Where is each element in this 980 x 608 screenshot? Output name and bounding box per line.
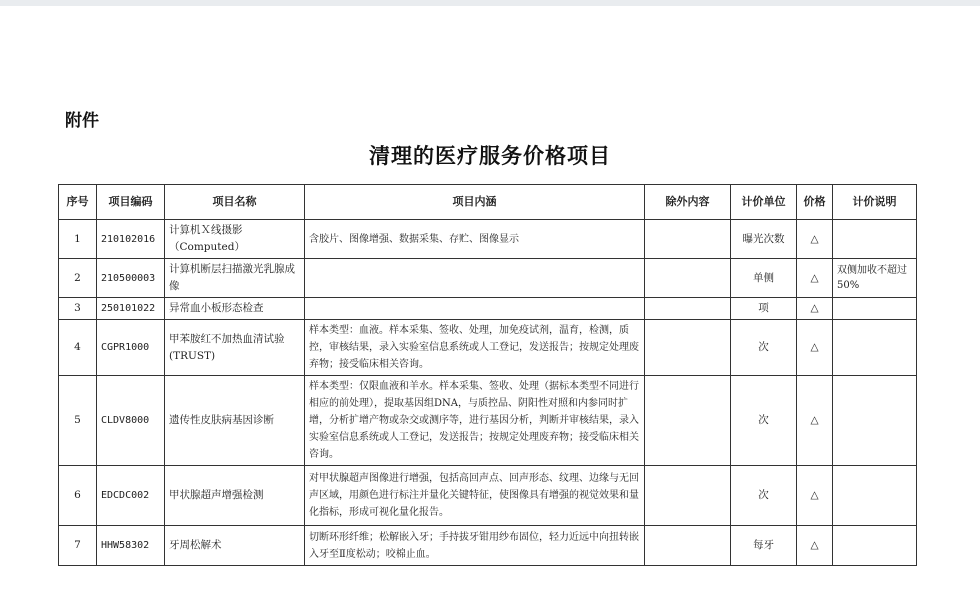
cell-unit: 单侧 — [731, 259, 797, 298]
cell-unit: 每牙 — [731, 526, 797, 566]
cell-no: 4 — [59, 320, 97, 376]
table-row — [59, 376, 917, 466]
cell-note: 双侧加收不超过50% — [833, 259, 917, 298]
table-row — [59, 526, 917, 566]
cell-content — [305, 298, 645, 320]
cell-code: 250101022 — [97, 298, 165, 320]
header-unit: 计价单位 — [731, 185, 797, 220]
cell-note — [833, 298, 917, 320]
cell-excluded — [645, 259, 731, 298]
cell-content: 含胶片、图像增强、数据采集、存贮、图像显示 — [305, 220, 645, 259]
cell-excluded — [645, 220, 731, 259]
cell-name: 计算机Ｘ线摄影（Computed） — [165, 220, 305, 259]
cell-code: HHW58302 — [97, 526, 165, 566]
attachment-label: 附件 — [65, 111, 99, 131]
cell-excluded — [645, 320, 731, 376]
document-title: 清理的医疗服务价格项目 — [369, 143, 611, 168]
cell-content: 样本类型：血液。样本采集、签收、处理，加免疫试剂，温育，检测，质控，审核结果，录入实验室信息系统或人工登记，发送报告；按规定处理废弃物；接受临床相关咨询。 — [305, 320, 645, 376]
cell-name: 甲状腺超声增强检测 — [165, 466, 305, 526]
cell-price: △ — [797, 466, 833, 526]
header-code: 项目编码 — [97, 185, 165, 220]
cell-price: △ — [797, 220, 833, 259]
cell-note — [833, 526, 917, 566]
cell-no: 7 — [59, 526, 97, 566]
cell-no: 3 — [59, 298, 97, 320]
cell-excluded — [645, 376, 731, 466]
cell-name: 计算机断层扫描激光乳腺成像 — [165, 259, 305, 298]
cell-price: △ — [797, 298, 833, 320]
cell-name: 遗传性皮肤病基因诊断 — [165, 376, 305, 466]
header-excluded: 除外内容 — [645, 185, 731, 220]
cell-content: 对甲状腺超声图像进行增强，包括高回声点、回声形态、纹理、边缘与无回声区域，用颜色进行标注并量化关键特征，使图像具有增强的视觉效果和量化指标，形成可视化量化报告。 — [305, 466, 645, 526]
cell-unit: 曝光次数 — [731, 220, 797, 259]
cell-note — [833, 376, 917, 466]
cell-note — [833, 466, 917, 526]
cell-no: 5 — [59, 376, 97, 466]
cell-code: CGPR1000 — [97, 320, 165, 376]
table-header-row — [59, 185, 917, 220]
cell-no: 6 — [59, 466, 97, 526]
cell-price: △ — [797, 526, 833, 566]
cell-excluded — [645, 526, 731, 566]
table-row — [59, 220, 917, 259]
header-no: 序号 — [59, 185, 97, 220]
cell-note — [833, 320, 917, 376]
cell-name: 甲苯胺红不加热血清试验(TRUST) — [165, 320, 305, 376]
price-items-table — [58, 184, 917, 566]
cell-note — [833, 220, 917, 259]
cell-excluded — [645, 466, 731, 526]
cell-name: 异常血小板形态检查 — [165, 298, 305, 320]
header-price: 价格 — [797, 185, 833, 220]
document-page — [0, 6, 980, 608]
cell-price: △ — [797, 259, 833, 298]
table-row — [59, 298, 917, 320]
cell-name: 牙周松解术 — [165, 526, 305, 566]
table-row — [59, 466, 917, 526]
cell-code: 210102016 — [97, 220, 165, 259]
cell-unit: 次 — [731, 376, 797, 466]
cell-content: 样本类型：仅限血液和羊水。样本采集、签收、处理（据标本类型不同进行相应的前处理），提取基因组DNA，与质控品、阴阳性对照和内参同时扩增，分析扩增产物或杂交或测序等，进行基因分析，判断并审核结果，录入实验室信息系统或人工登记，发送报告；按规定处理废弃物；接受临床相关咨询。 — [305, 376, 645, 466]
cell-price: △ — [797, 376, 833, 466]
cell-price: △ — [797, 320, 833, 376]
cell-code: CLDV8000 — [97, 376, 165, 466]
table-row — [59, 259, 917, 298]
cell-code: EDCDC002 — [97, 466, 165, 526]
cell-no: 1 — [59, 220, 97, 259]
cell-excluded — [645, 298, 731, 320]
cell-unit: 次 — [731, 320, 797, 376]
cell-code: 210500003 — [97, 259, 165, 298]
cell-no: 2 — [59, 259, 97, 298]
header-note: 计价说明 — [833, 185, 917, 220]
cell-unit: 次 — [731, 466, 797, 526]
cell-content — [305, 259, 645, 298]
header-name: 项目名称 — [165, 185, 305, 220]
cell-content: 切断环形纤维；松解嵌入牙；手持拔牙钳用纱布固位，轻力近远中向扭转嵌入牙至Ⅱ度松动；咬棉止血。 — [305, 526, 645, 566]
table-row — [59, 320, 917, 376]
header-content: 项目内涵 — [305, 185, 645, 220]
cell-unit: 项 — [731, 298, 797, 320]
